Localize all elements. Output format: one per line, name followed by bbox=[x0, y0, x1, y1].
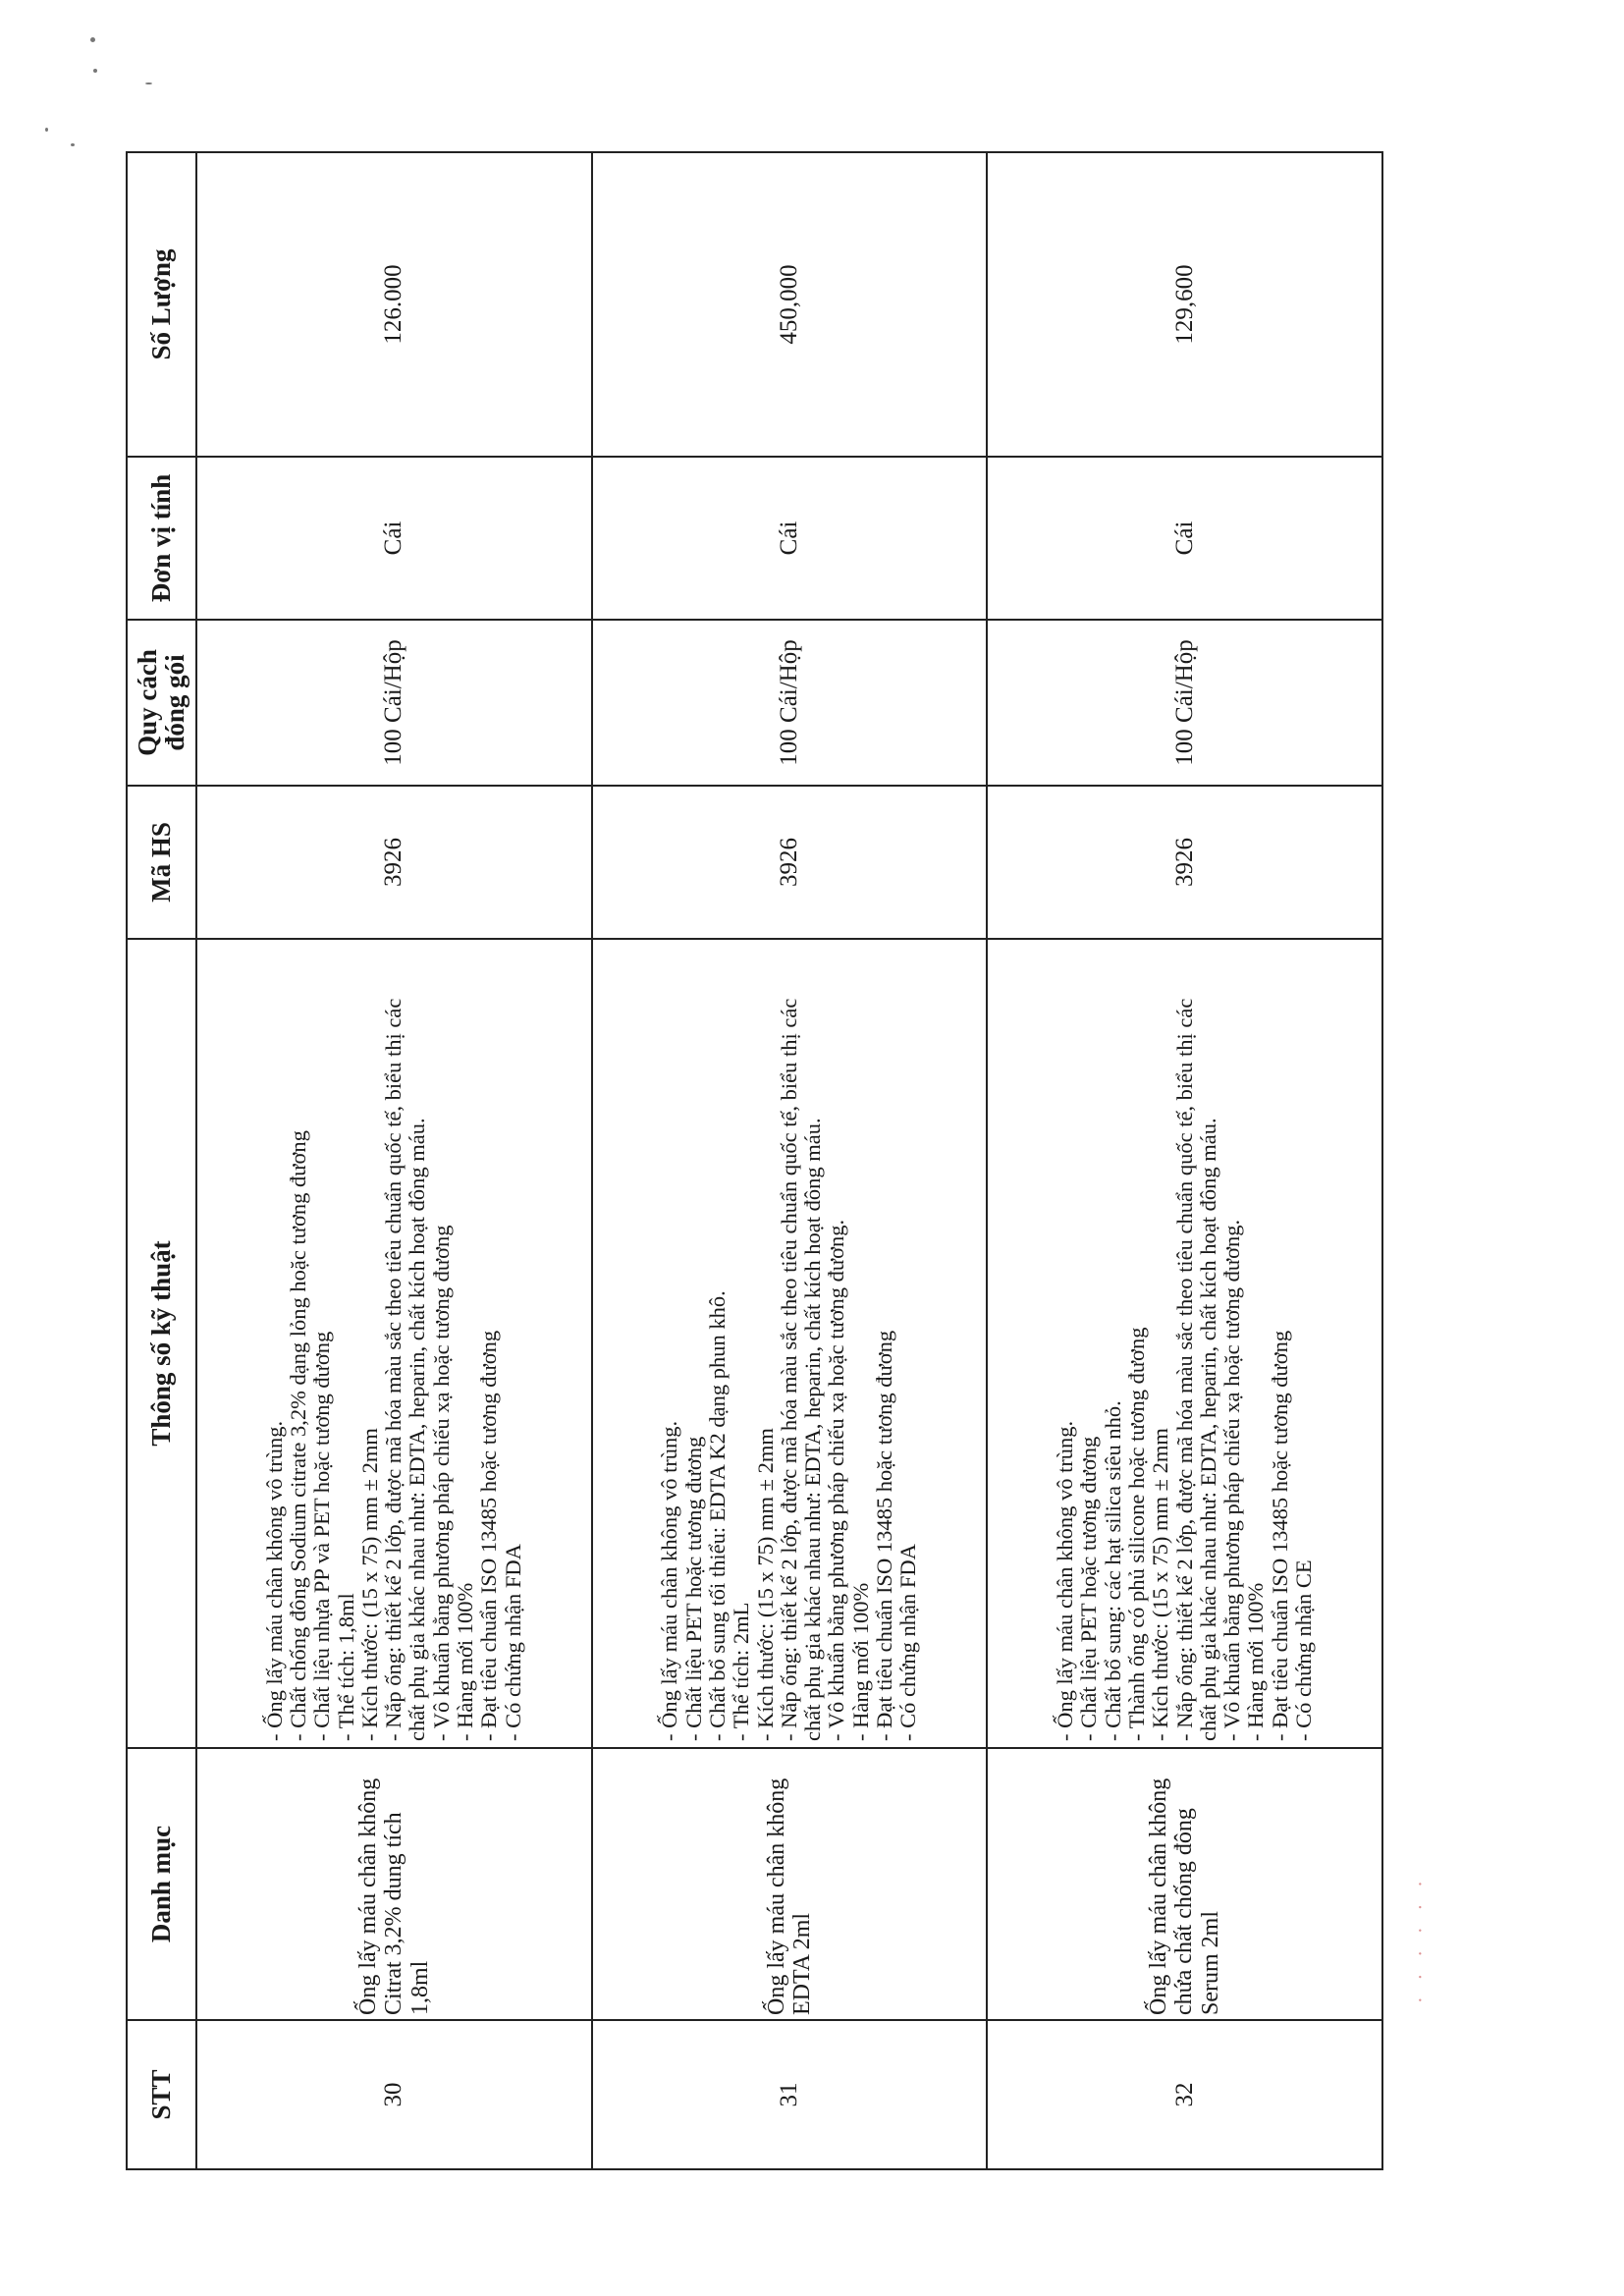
cell-name: Ống lấy máu chân không chứa chất chống đông Serum 2ml bbox=[987, 1748, 1382, 2020]
cell-spec bbox=[987, 939, 1382, 1748]
header-pack: Quy cách đóng gói bbox=[127, 620, 196, 786]
spec-line: - Hàng mới 100% bbox=[1243, 1582, 1269, 1741]
spec-line: - Chất liệu PET hoặc tương đương bbox=[1076, 1436, 1102, 1741]
spec-line: - Thể tích: 2mL bbox=[729, 1602, 754, 1741]
spec-line: - Nắp ống: thiết kế 2 lớp, được mã hóa màu sắc theo tiêu chuẩn quốc tế, biểu thị các bbox=[776, 998, 801, 1741]
cell-spec bbox=[592, 939, 988, 1748]
cell-unit: Cái bbox=[592, 457, 988, 620]
cell-hs: 3926 bbox=[196, 786, 592, 939]
cell-stt: 32 bbox=[987, 2020, 1382, 2169]
cell-qty: 129,600 bbox=[987, 152, 1382, 457]
spec-line: - Chất liệu nhựa PP và PET hoặc tương đương bbox=[309, 1331, 335, 1741]
scan-speck bbox=[90, 37, 95, 42]
cell-unit: Cái bbox=[196, 457, 592, 620]
header-spec: Thông số kỹ thuật bbox=[127, 939, 196, 1748]
table-row bbox=[987, 152, 1382, 2169]
spec-line: - Chất chống đông Sodium citrate 3,2% dạng lỏng hoặc tương đương bbox=[285, 1130, 310, 1741]
spec-line: - Hàng mới 100% bbox=[453, 1582, 478, 1741]
header-stt: STT bbox=[127, 2020, 196, 2169]
spec-line: - Nắp ống: thiết kế 2 lớp, được mã hóa màu sắc theo tiêu chuẩn quốc tế, biểu thị các bbox=[381, 998, 406, 1741]
spec-line: - Chất bổ sung tối thiểu: EDTA K2 dạng phun khô. bbox=[704, 1290, 730, 1741]
header-unit: Đơn vị tính bbox=[127, 457, 196, 620]
cell-pack: 100 Cái/Hộp bbox=[987, 620, 1382, 786]
cell-qty: 126.000 bbox=[196, 152, 592, 457]
spec-line: - Đạt tiêu chuẩn ISO 13485 hoặc tương đương bbox=[476, 1330, 502, 1741]
margin-pen-mark: · · · · · · bbox=[1410, 1875, 1432, 2003]
spec-line: - Kích thước: (15 x 75) mm ± 2mm bbox=[356, 1428, 382, 1741]
spec-line: - Đạt tiêu chuẩn ISO 13485 hoặc tương đương bbox=[1267, 1330, 1292, 1741]
spec-line: - Chất liệu PET hoặc tương đương bbox=[680, 1436, 706, 1741]
spec-line: - Vô khuẩn bằng phương pháp chiếu xạ hoặc tương đương. bbox=[1219, 1219, 1245, 1741]
header-row bbox=[127, 152, 196, 2169]
scan-speck bbox=[71, 143, 75, 146]
scan-speck bbox=[93, 69, 97, 73]
table-row bbox=[592, 152, 988, 2169]
spec-table bbox=[126, 151, 1383, 2170]
cell-name: Ống lấy máu chân không EDTA 2ml bbox=[592, 1748, 988, 2020]
spec-line: - Nắp ống: thiết kế 2 lớp, được mã hóa màu sắc theo tiêu chuẩn quốc tế, biểu thị các bbox=[1171, 998, 1197, 1741]
rotated-page bbox=[126, 153, 1383, 2170]
spec-line: - Có chứng nhận FDA bbox=[895, 1544, 921, 1741]
spec-line: chất phụ gia khác nhau như: EDTA, heparin, chất kích hoạt đông máu. bbox=[405, 1118, 430, 1741]
spec-line: - Ống lấy máu chân không vô trùng. bbox=[1053, 1420, 1078, 1741]
cell-pack: 100 Cái/Hộp bbox=[592, 620, 988, 786]
spec-line: chất phụ gia khác nhau như: EDTA, heparin, chất kích hoạt đông máu. bbox=[1195, 1118, 1220, 1741]
spec-line: - Có chứng nhận FDA bbox=[500, 1544, 525, 1741]
spec-line: - Hàng mới 100% bbox=[847, 1582, 873, 1741]
table-body bbox=[196, 152, 1382, 2169]
spec-line: - Đạt tiêu chuẩn ISO 13485 hoặc tương đương bbox=[872, 1330, 897, 1741]
cell-name: Ống lấy máu chân không Citrat 3,2% dung tích 1,8ml bbox=[196, 1748, 592, 2020]
scan-speck bbox=[45, 128, 48, 132]
cell-qty: 450,000 bbox=[592, 152, 988, 457]
spec-line: - Ống lấy máu chân không vô trùng. bbox=[657, 1420, 682, 1741]
cell-hs: 3926 bbox=[987, 786, 1382, 939]
header-name: Danh mục bbox=[127, 1748, 196, 2020]
spec-line: - Vô khuẩn bằng phương pháp chiếu xạ hoặc tương đương bbox=[428, 1225, 454, 1741]
spec-line: - Có chứng nhận CE bbox=[1291, 1559, 1316, 1741]
spec-line: - Chất bổ sung: các hạt silica siêu nhỏ. bbox=[1100, 1400, 1125, 1741]
cell-pack: 100 Cái/Hộp bbox=[196, 620, 592, 786]
header-hs: Mã HS bbox=[127, 786, 196, 939]
cell-stt: 30 bbox=[196, 2020, 592, 2169]
spec-line: chất phụ gia khác nhau như: EDTA, heparin, chất kích hoạt đông máu. bbox=[800, 1118, 826, 1741]
cell-hs: 3926 bbox=[592, 786, 988, 939]
cell-unit: Cái bbox=[987, 457, 1382, 620]
table-row bbox=[196, 152, 592, 2169]
spec-line: - Ống lấy máu chân không vô trùng. bbox=[261, 1420, 287, 1741]
header-qty: Số Lượng bbox=[127, 152, 196, 457]
spec-line: - Vô khuẩn bằng phương pháp chiếu xạ hoặc tương đương. bbox=[824, 1219, 849, 1741]
spec-line: - Kích thước: (15 x 75) mm ± 2mm bbox=[752, 1428, 778, 1741]
spec-line: - Thành ống có phủ silicone hoặc tương đương bbox=[1123, 1327, 1149, 1741]
scan-speck bbox=[145, 82, 152, 84]
spec-line: - Thể tích: 1,8ml bbox=[333, 1593, 358, 1741]
cell-spec bbox=[196, 939, 592, 1748]
cell-stt: 31 bbox=[592, 2020, 988, 2169]
spec-line: - Kích thước: (15 x 75) mm ± 2mm bbox=[1148, 1428, 1173, 1741]
